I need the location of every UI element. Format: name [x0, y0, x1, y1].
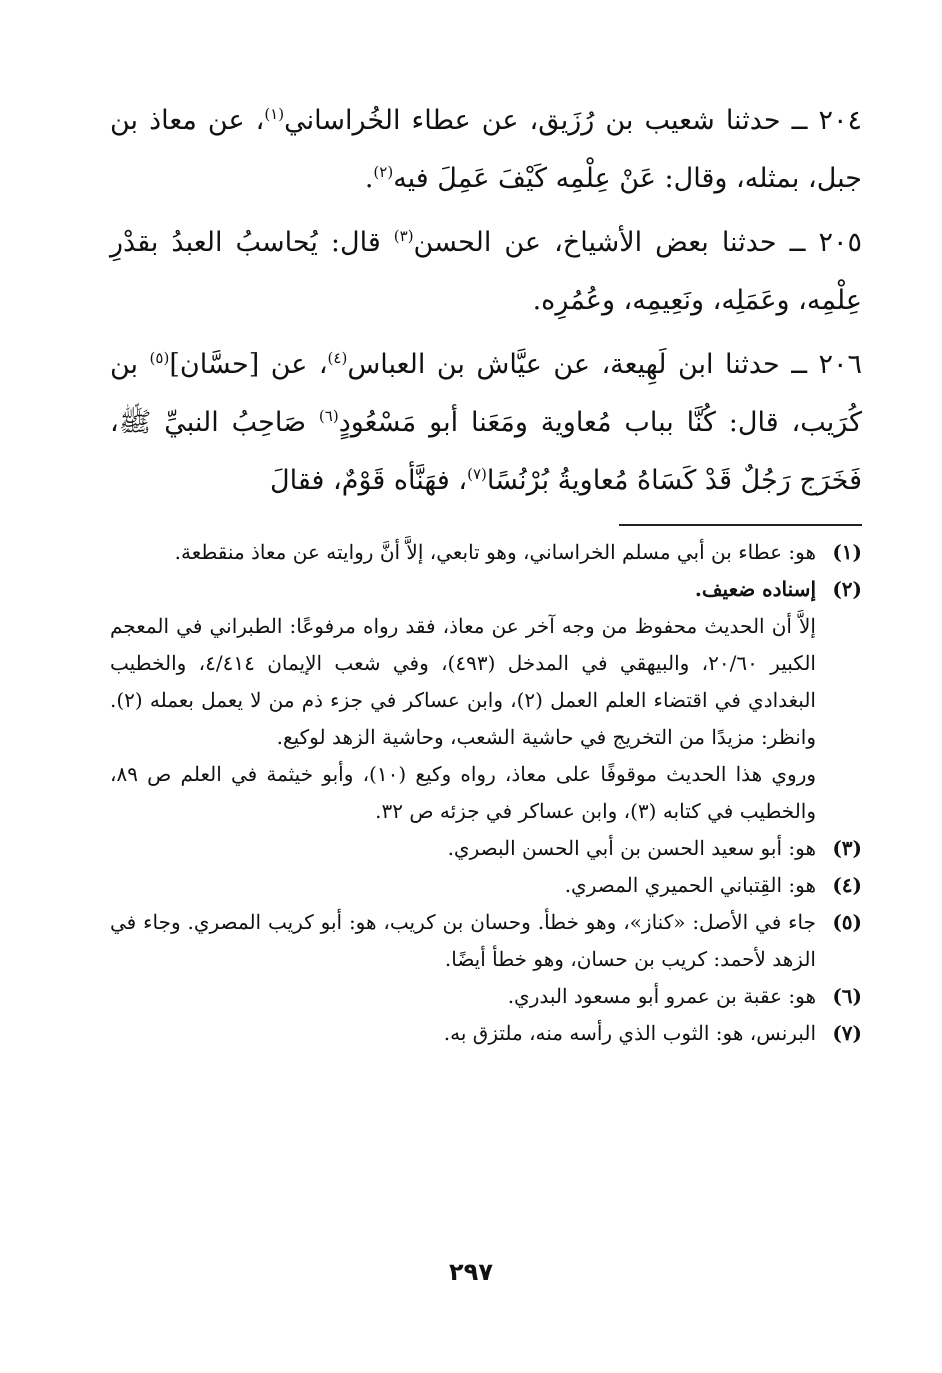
- hadith-205: [110, 214, 862, 330]
- footnote-3: [110, 830, 862, 867]
- footnote-ref[interactable]: (٣): [393, 227, 414, 245]
- footnote-text: هو: عطاء بن أبي مسلم الخراساني، وهو تابعي، إلاَّ أنَّ روايته عن معاذ منقطعة.: [174, 540, 816, 564]
- footnote-ref[interactable]: (٧): [467, 465, 487, 483]
- footnote-number: (٤): [832, 873, 862, 897]
- footnote-number: (٣): [832, 836, 862, 860]
- hadith-text: ، عن [حسَّان]: [169, 349, 328, 380]
- hadith-204: [110, 92, 862, 208]
- footnote-ref[interactable]: (٤): [327, 349, 348, 367]
- hadith-text: ٢٠٦ ــ حدثنا ابن لَهِيعة، عن عيَّاش بن العباس: [347, 349, 862, 380]
- hadith-text: ، فهَنَّأه قَوْمٌ، فقالَ: [270, 465, 468, 496]
- footnote-4: [110, 867, 862, 904]
- hadith-text: .: [364, 163, 374, 194]
- footnote-text: إلاَّ أن الحديث محفوظ من وجه آخر عن معاذ، فقد رواه مرفوعًا: الطبراني في المعجم الكبير ٢٠/٦٠، والبيهقي في المدخل (٤٩٣)، وفي شعب الإيمان ٤/٤١٤، والخطيب البغدادي في اقتضاء العلم العمل (٢)، وابن عساكر في جزء ذم من لا يعمل بعمله (٢). وانظر: مزيدًا من التخريج في حاشية الشعب، وحاشية الزهد لوكيع.: [110, 614, 816, 749]
- footnotes: [110, 534, 862, 1052]
- page: [110, 92, 862, 1052]
- footnote-divider: [619, 524, 862, 526]
- footnote-2: [110, 571, 862, 830]
- footnote-number: (١): [832, 540, 862, 564]
- footnote-1: [110, 534, 862, 571]
- footnote-text: هو: عقبة بن عمرو أبو مسعود البدري.: [507, 984, 816, 1008]
- footnote-6: [110, 978, 862, 1015]
- hadith-206: [110, 336, 862, 510]
- footnote-number: (٢): [832, 577, 862, 601]
- footnote-ref[interactable]: (٦): [318, 407, 339, 425]
- hadith-text: صَاحِبُ النبيِّ ﷺ، فَخَرَج رَجُلٌ قَدْ كَسَاهُ مُعاويةُ بُرْنُسًا: [110, 407, 862, 496]
- footnote-number: (٦): [832, 984, 862, 1008]
- hadith-text: قال: يُحاسبُ العبدُ بقدْرِ عِلْمِه، وعَمَلِه، ونَعِيمِه، وعُمُرِه.: [110, 227, 862, 316]
- footnote-text: جاء في الأصل: «كناز»، وهو خطأ. وحسان بن كريب، هو: أبو كريب المصري. وجاء في الزهد لأحمد: كريب بن حسان، وهو خطأ أيضًا.: [110, 910, 816, 971]
- hadith-text: ، عن معاذ بن جبل، بمثله، وقال: عَنْ عِلْمِه كَيْفَ عَمِلَ فيه: [110, 105, 862, 194]
- footnote-ref[interactable]: (٥): [149, 349, 170, 367]
- hadith-text: بن كُرَيب، قال: كُنَّا بباب مُعاوية ومَعَنا أبو مَسْعُودٍ: [110, 349, 862, 438]
- footnote-text: وروي هذا الحديث موقوفًا على معاذ، رواه وكيع (١٠)، وأبو خيثمة في العلم ص ٨٩، والخطيب في كتابه (٣)، وابن عساكر في جزئه ص ٣٢.: [110, 762, 817, 823]
- footnote-7: [110, 1015, 862, 1052]
- footnote-number: (٧): [832, 1021, 862, 1045]
- footnote-heading: إسناده ضعيف.: [694, 577, 816, 601]
- footnote-text: البرنس، هو: الثوب الذي رأسه منه، ملتزق به.: [443, 1021, 816, 1045]
- hadith-text: ٢٠٥ ــ حدثنا بعض الأشياخ، عن الحسن: [413, 227, 862, 258]
- footnote-ref[interactable]: (٢): [373, 163, 394, 181]
- footnote-text: هو: القِتباني الحميري المصري.: [564, 873, 816, 897]
- main-text: [110, 92, 862, 510]
- footnote-number: (٥): [832, 910, 862, 934]
- hadith-text: ٢٠٤ ــ حدثنا شعيب بن رُزَيق، عن عطاء الخُراساني: [284, 105, 862, 136]
- footnote-5: [110, 904, 862, 978]
- footnote-ref[interactable]: (١): [264, 105, 285, 123]
- page-number: ٢٩٧: [449, 1258, 493, 1286]
- footnote-text: هو: أبو سعيد الحسن بن أبي الحسن البصري.: [447, 836, 816, 860]
